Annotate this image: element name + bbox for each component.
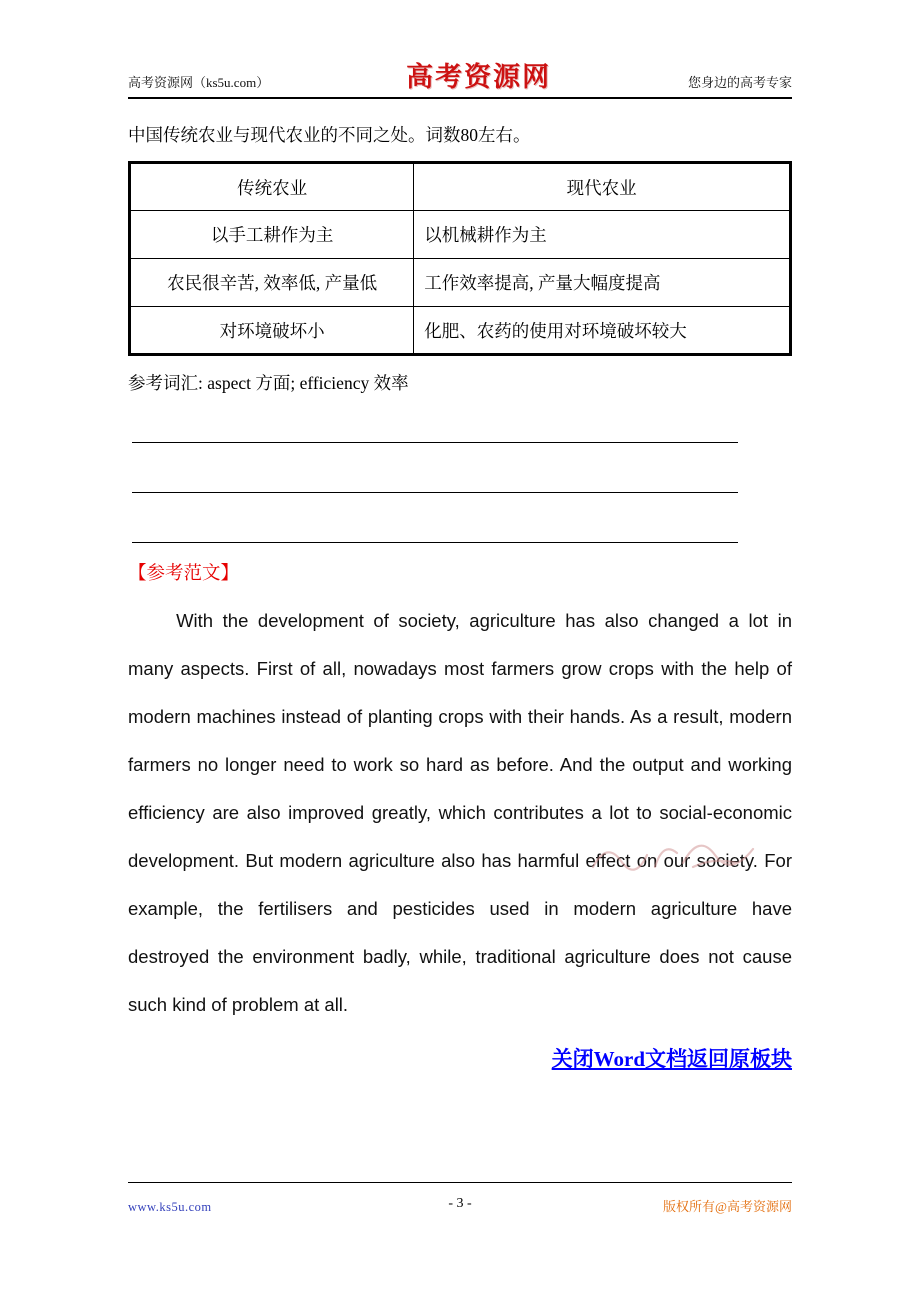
sample-essay-label: 【参考范文】: [128, 564, 240, 584]
table-header-modern: 现代农业: [414, 163, 791, 211]
answer-line: [132, 443, 738, 493]
task-intro-text: 中国传统农业与现代农业的不同之处。词数80左右。: [128, 125, 531, 145]
answer-lines: [132, 397, 738, 543]
close-link-row: [128, 1043, 792, 1073]
header-site-name: 高考资源网（ks5u.com）: [128, 75, 270, 90]
table-row: [130, 307, 791, 355]
table-header-traditional: 传统农业: [130, 163, 414, 211]
table-row: [130, 211, 791, 259]
document-footer: [128, 1182, 792, 1215]
close-word-document-link[interactable]: 关闭Word文档返回原板块: [551, 1047, 792, 1071]
header-tagline: 您身边的高考专家: [687, 75, 792, 90]
sample-essay-text: With the development of society, agriculture has also changed a lot in many aspects. First of all, nowadays most farmers grow crops with the help of modern machines instead of planting crops with their hands. As a result, modern farmers no longer need to work so hard as before. And the output and working efficiency are also improved greatly, which contributes a lot to social-economic development. But modern agriculture also has harmful effect on our society. For example, the fertilisers and pesticides used in modern agriculture have destroyed the environment badly, while, traditional agriculture does not cause such kind of problem at all.: [128, 610, 792, 1015]
table-cell: 农民很辛苦, 效率低, 产量低: [130, 259, 414, 307]
table-cell: 对环境破坏小: [130, 307, 414, 355]
table-cell: 以手工耕作为主: [130, 211, 414, 259]
answer-line: [132, 397, 738, 443]
page-number: - 3 -: [448, 1196, 472, 1211]
answer-line: [132, 493, 738, 543]
site-logo: 高考资源网: [406, 62, 552, 92]
table-cell: 工作效率提高, 产量大幅度提高: [414, 259, 791, 307]
table-cell: 化肥、农药的使用对环境破坏较大: [414, 307, 791, 355]
table-row: [130, 259, 791, 307]
footer-copyright: 版权所有@高考资源网: [663, 1199, 792, 1214]
reference-vocabulary: 参考词汇: aspect 方面; efficiency 效率: [128, 373, 409, 393]
table-cell: 以机械耕作为主: [414, 211, 791, 259]
comparison-table: [128, 161, 792, 356]
document-header: [128, 52, 792, 99]
document-body: [128, 122, 792, 1073]
table-header-row: [130, 163, 791, 211]
footer-site-url: www.ks5u.com: [128, 1200, 212, 1214]
